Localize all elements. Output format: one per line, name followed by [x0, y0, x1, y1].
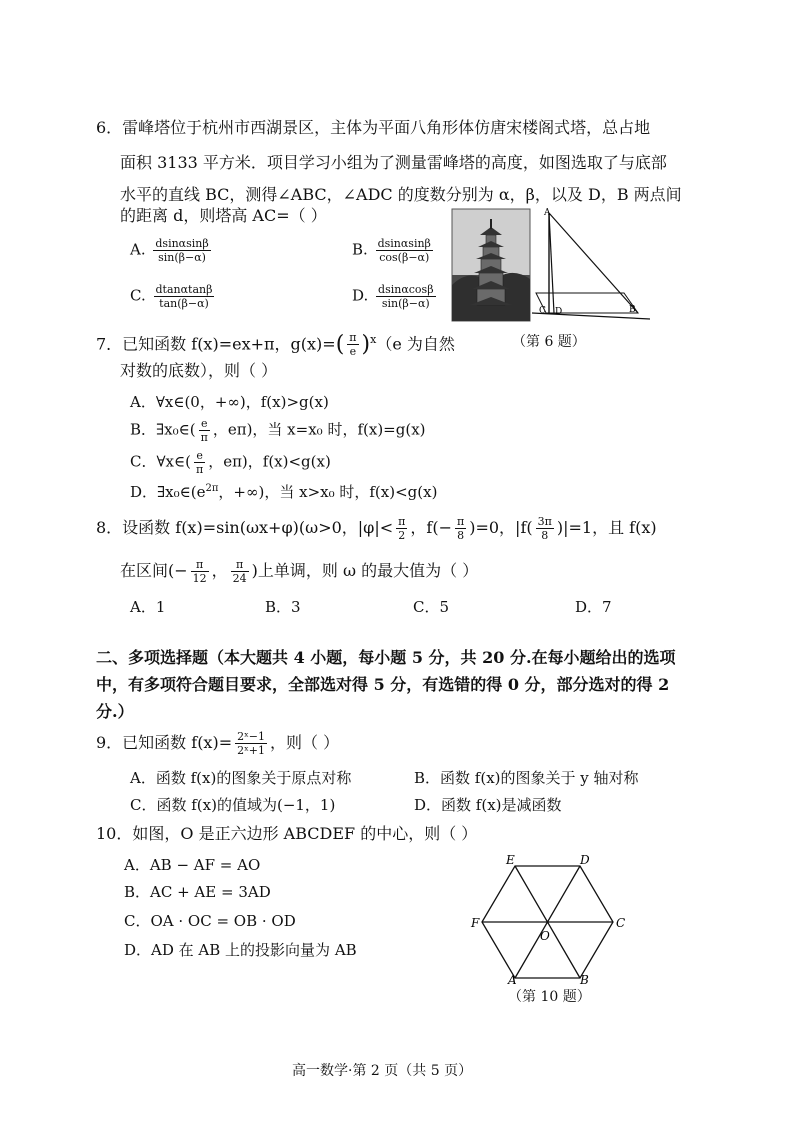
q7-option-a: A．∀x∈(0，+∞)，f(x)>g(x) — [130, 393, 329, 411]
q6-caption: （第 6 题） — [512, 334, 586, 350]
q8-option-b: B．3 — [265, 598, 301, 616]
hex-label-a: A — [508, 973, 517, 984]
q6-option-b: B. $\frac{dsin\alpha\sin\beta}{\cos(\beta-\alpha)}$ — [352, 237, 431, 264]
q10-hexagon-figure — [470, 852, 630, 984]
q6-line4: 的距离 d，则塔高 AC=（ ） — [120, 206, 327, 225]
q9-line1: 9．已知函数 f(x)= $\frac{\text{2ˣ−1}}{\text{2ˣ+1}}$ ，则（ ） — [96, 730, 340, 757]
q10-option-a: A．AB − AF = AO — [124, 856, 261, 874]
q8-option-c: C．5 — [413, 598, 450, 616]
q10-option-d: D．AD 在 AB 上的投影向量为 AB — [124, 941, 357, 959]
q9-option-c: C．函数 f(x)的值域为(−1，1) — [130, 796, 336, 814]
q10-option-b: B．AC + AE = 3AD — [124, 883, 271, 901]
section2-heading-line2: 中，有多项符合题目要求，全部选对得 5 分，有选错的得 0 分，部分选对的得 2 — [96, 675, 670, 694]
q10-line1: 10．如图，O 是正六边形 ABCDEF 的中心，则（ ） — [96, 824, 478, 843]
hex-label-o: O — [540, 929, 550, 943]
q6-line3: 水平的直线 BC，测得∠ABC，∠ADC 的度数分别为 α，β，以及 D，B 两点间 — [120, 185, 682, 204]
q7-option-c: C．∀x∈( $\frac{e}{\pi}$ ，eπ)，f(x)<g(x) — [130, 449, 331, 476]
fig6-label-a: A — [544, 208, 551, 218]
q7-option-b: B．∃x₀∈( $\frac{e}{\pi}$ ，eπ)，当 x=x₀ 时，f(x)=g(x) — [130, 417, 426, 444]
hex-label-b: B — [580, 973, 589, 984]
q7-option-d: D．$\exists x_0\in(e^{2\pi}$，+∞)，当 x>x₀ 时，f(x)<g(x) — [130, 483, 438, 501]
q8-line2: 在区间(− $\frac{\pi}{12}$ ， $\frac{\pi}{24}$ )上单调，则 ω 的最大值为（ ） — [120, 558, 479, 585]
q10-caption: （第 10 题） — [508, 989, 591, 1005]
hex-label-d: D — [580, 853, 590, 867]
q8-option-a: A．1 — [130, 598, 166, 616]
section2-heading-line1: 二、多项选择题（本大题共 4 小题，每小题 5 分，共 20 分.在每小题给出的选项 — [96, 648, 676, 667]
q8-option-d: D．7 — [575, 598, 612, 616]
q8-line1: 8．设函数 f(x)=sin(ωx+φ)(ω>0，|φ|< $\frac{\pi}{2}$ ，f(− $\frac{\pi}{8}$ )=0，|f( $\frac{3\pi}{8}$ )|=1，且 f(x) — [96, 515, 657, 542]
q9-option-b: B．函数 f(x)的图象关于 y 轴对称 — [414, 769, 639, 787]
q9-option-d: D．函数 f(x)是减函数 — [414, 796, 562, 814]
hex-label-c: C — [616, 916, 626, 930]
fig6-label-b: B — [629, 305, 636, 315]
section2-heading-line3: 分.） — [96, 702, 134, 721]
q6-option-d: D. $\frac{dsin\alpha\cos\beta}{\sin(\beta-\alpha)}$ — [352, 283, 434, 310]
q6-figure — [450, 205, 655, 325]
fig6-label-d: D — [555, 307, 563, 317]
q6-line1: 6．雷峰塔位于杭州市西湖景区，主体为平面八角形体仿唐宋楼阁式塔，总占地 — [96, 118, 651, 137]
q7-line2: 对数的底数），则（ ） — [120, 361, 278, 380]
page-footer: 高一数学·第 2 页（共 5 页） — [292, 1063, 473, 1079]
q6-option-c: C. $\frac{dtan\alpha\tan\beta}{\tan(\beta-\alpha)}$ — [130, 283, 213, 310]
hex-label-e: E — [506, 853, 515, 867]
q9-option-a: A．函数 f(x)的图象关于原点对称 — [130, 769, 352, 787]
q7-line1: 7．已知函数 f(x)=ex+π，g(x)=( $\frac{\pi}{e}$ )$^x$（e 为自然 — [96, 331, 455, 359]
q6-line2: 面积 3133 平方米．项目学习小组为了测量雷峰塔的高度，如图选取了与底部 — [120, 153, 667, 172]
q6-option-a: A. $\frac{dsin\alpha\sin\beta}{\sin(\beta-\alpha)}$ — [130, 237, 209, 264]
hex-label-f: F — [471, 916, 480, 930]
fig6-label-c: C — [539, 306, 546, 316]
q10-option-c: C．OA · OC = OB · OD — [124, 912, 296, 930]
